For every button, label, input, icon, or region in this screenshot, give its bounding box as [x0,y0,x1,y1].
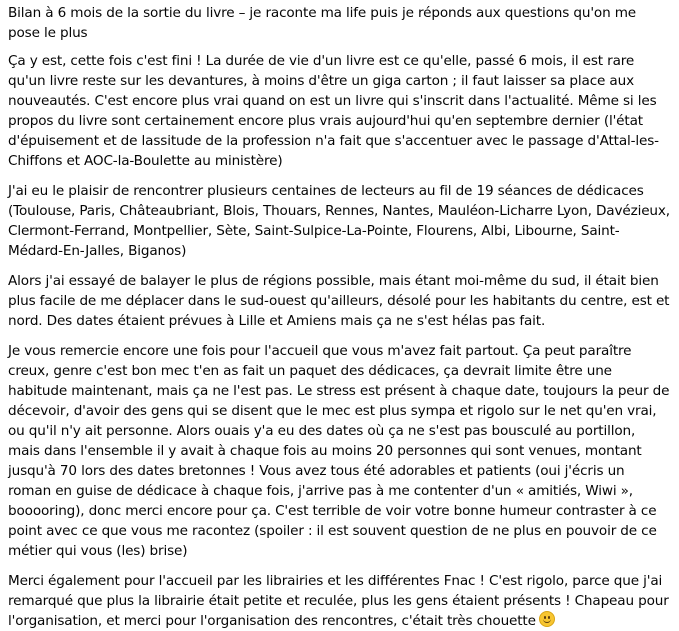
paragraph-bookstores [8,571,671,631]
post-title: Bilan à 6 mois de la sortie du livre – je raconte ma life puis je réponds aux questions qu'on me pose le plus [8,5,637,41]
paragraph-signings: J'ai eu le plaisir de rencontrer plusieurs centaines de lecteurs au fil de 19 séances de dédicaces (Toulouse, Paris, Châteaubriant, Blois, Thouars, Rennes, Nantes, Mauléon-Licharre Lyon, Davézieux, Clermont-Ferrand, Montpellier, Sète, Saint-Sulpice-La-Pointe, Flourens, Albi, Libourne, Saint-Médard-En-Jalles, Biganos) [8,183,670,259]
smiling-face-emoji-icon [539,611,555,627]
paragraph-regions: Alors j'ai essayé de balayer le plus de régions possible, mais étant moi-même du sud, il était bien plus facile de me déplacer dans le sud-ouest qu'ailleurs, désolé pour les habitants du centre, est et nord. Des dates étaient prévues à Lille et Amiens mais ça ne s'est hélas pas fait. [8,273,670,329]
paragraph-bookstores-text: Merci également pour l'accueil par les librairies et les différentes Fnac ! C'est rigolo, parce que j'ai remarqué que plus la librairie était petite et reculée, plus les gens étaient présents ! Chapeau pour l'organisation, et merci pour l'organisation des rencontres, c'était très chouette [8,573,669,629]
paragraph-thanks: Je vous remercie encore une fois pour l'accueil que vous m'avez fait partout. Ça peut paraître creux, genre c'est bon mec t'en as fait un paquet des dédicaces, ça devrait limite être une habitude maintenant, mais ça ne l'est pas. Le stress est présent à chaque date, toujours la peur de décevoir, d'avoir des gens qui se disent que le mec est plus sympa et rigolo sur le net qu'en vrai, ou qu'il n'y ait personne. Alors ouais y'a eu des dates où ça ne s'est pas bousculé au portillon, mais dans l'ensemble il y avait à chaque fois au moins 20 personnes qui sont venues, montant jusqu'à 70 lors des dates bretonnes ! Vous avez tous été adorables et patients (oui j'écris un roman en guise de dédicace à chaque fois, j'arrive pas à me contenter d'un « amitiés, Wiwi », booooring), donc merci encore pour ça. C'est terrible de voir votre bonne humeur contraster à ce point avec ce que vous me racontez (spoiler : il est souvent question de ne plus en pouvoir de ce métier qui vous (les) brise) [8,343,670,559]
paragraph-end-of-life: Ça y est, cette fois c'est fini ! La durée de vie d'un livre est ce qu'elle, passé 6 mois, il est rare qu'un livre reste sur les devantures, à moins d'être un giga carton ; il faut laisser sa place aux nouveautés. C'est encore plus vrai quand on est un livre qui s'inscrit dans l'actualité. Même si les propos du livre sont certainement encore plus vrais aujourd'hui qu'en septembre dernier (l'état d'épuisement et de lassitude de la profession n'a fait que s'accentuer avec le passage d'Attal-les-Chiffons et AOC-la-Boulette au ministère) [8,53,659,169]
